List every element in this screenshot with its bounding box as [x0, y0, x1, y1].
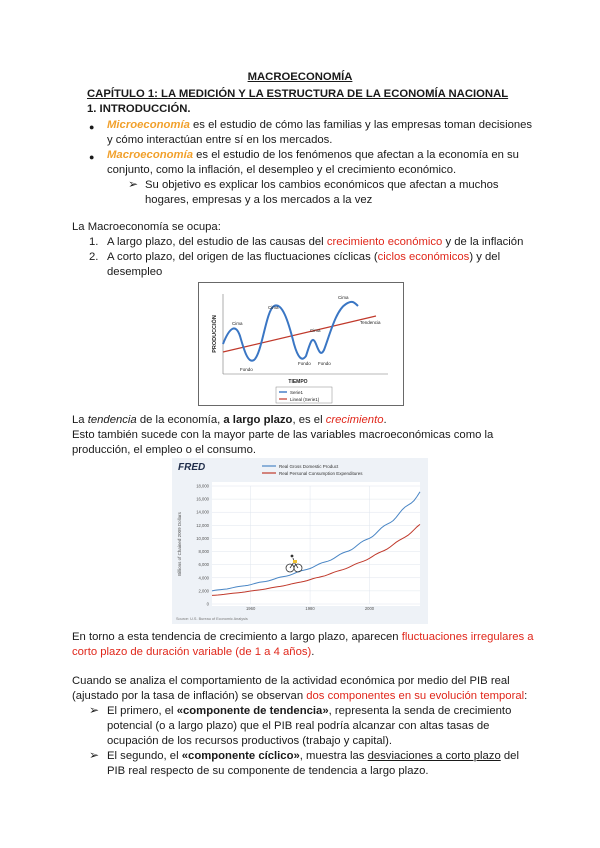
comp2-l1: El segundo, el «componente cíclico», muestra las desviaciones a corto plazo del	[107, 750, 519, 762]
y-tick-label: 18,000	[196, 483, 209, 489]
comp1-l3: ocupación de los recursos productivos (trabajo y capital).	[107, 735, 393, 747]
legend-gdp: Real Gross Domestic Product	[279, 464, 339, 469]
label-tendencia: Tendencia	[360, 320, 381, 325]
business-cycle-figure	[198, 282, 404, 406]
bullet-macro	[107, 147, 519, 163]
fred-source: Source: U.S. Bureau of Economic Analysis	[176, 617, 248, 621]
x-tick-label: 2000	[364, 606, 375, 611]
legend-pce: Real Personal Consumption Expenditures	[279, 471, 363, 476]
ocupa-item-1: A largo plazo, del estudio de las causas del crecimiento económico y de la inflación	[107, 236, 524, 248]
term-micro: Microeconomía	[107, 119, 190, 131]
y-axis-label: PRODUCCIÓN	[212, 315, 218, 353]
bullet-macro-l2: conjunto, como la inflación, el desempleo y el crecimiento económico.	[107, 164, 457, 176]
label-cima-3: Cima	[310, 328, 321, 333]
bullet-micro-text: es el estudio de cómo las familias y las empresas toman decisiones	[189, 119, 533, 131]
y-tick-label: 16,000	[196, 496, 209, 502]
comp2-l2: PIB real respecto de su componente de tendencia a largo plazo.	[107, 765, 429, 777]
x-tick-label: 1980	[305, 606, 315, 611]
bullet-dot: ●	[89, 122, 95, 132]
doc-title: MACROECONOMÍA	[247, 71, 353, 83]
arrow-bullet-icon: ➢	[89, 748, 100, 762]
section-heading: 1. INTRODUCCIÓN.	[87, 103, 191, 115]
y-tick-label: 12,000	[196, 522, 209, 528]
comp1-l2: potencial (o a largo plazo) que el PIB real podría alcanzar con altas tasas de	[107, 720, 490, 732]
bullet-macro-text: es el estudio de los fenómenos que afectan a la economía en su	[193, 149, 519, 161]
cuando-l1: Cuando se analiza el comportamiento de la actividad económica por medio del PIB real	[72, 675, 510, 687]
ocupa-item-2-l2: desempleo	[107, 266, 163, 278]
entorno-l2: corto plazo de duración variable (de 1 a 4 años).	[72, 646, 315, 658]
label-cima-1: Cima	[232, 321, 243, 326]
legend-lineal: Lineal (Serie1)	[290, 397, 320, 402]
sub-bullet-l2: hogares, empresas y a los mercados a la vez	[145, 194, 373, 206]
entorno-l1: En torno a esta tendencia de crecimiento a largo plazo, aparecen fluctuaciones irregulares a	[72, 631, 534, 643]
y-tick-label: 0	[206, 601, 209, 607]
chapter-heading: CAPÍTULO 1: LA MEDICIÓN Y LA ESTRUCTURA DE LA ECONOMÍA NACIONAL	[87, 88, 509, 100]
y-tick-label: 14,000	[196, 509, 209, 515]
y-tick-label: 8,000	[198, 549, 209, 555]
cuando-l2: (ajustado por la tasa de inflación) se observan dos componentes en su evolución temporal:	[72, 690, 528, 702]
ocupa-num-1: 1.	[89, 236, 99, 248]
fred-ylabel: Billions of Chained 2009 Dollars	[177, 512, 182, 576]
x-tick-label: 1960	[245, 606, 256, 611]
label-fondo-3: Fondo	[318, 361, 331, 366]
label-cima-2: Cima	[268, 305, 279, 310]
plot-area	[212, 482, 420, 606]
legend-serie1: Serie1	[290, 390, 304, 395]
fred-chart	[172, 458, 428, 624]
label-fondo-1: Fondo	[240, 367, 253, 372]
term-macro: Macroeconomía	[107, 149, 194, 161]
sub-bullet-l1: Su objetivo es explicar los cambios económicos que afectan a muchos	[145, 179, 499, 191]
comp1-l1: El primero, el «componente de tendencia», representa la senda de crecimiento	[107, 705, 512, 717]
tambien-l1: Esto también sucede con la mayor parte de las variables macroeconómicas como la	[72, 429, 494, 441]
x-axis-label: TIEMPO	[288, 379, 308, 385]
fred-logo: FRED	[178, 462, 206, 473]
y-tick-label: 6,000	[198, 562, 209, 568]
bullet-dot: ●	[89, 152, 95, 162]
y-tick-label: 2,000	[198, 588, 209, 594]
ocupa-item-2: A corto plazo, del origen de las fluctuaciones cíclicas (ciclos económicos) y del	[107, 251, 501, 263]
arrow-bullet-icon: ➢	[128, 177, 139, 191]
ocupa-intro: La Macroeconomía se ocupa:	[72, 221, 221, 233]
arrow-bullet-icon: ➢	[89, 703, 100, 717]
label-fondo-2: Fondo	[298, 361, 311, 366]
y-tick-label: 10,000	[196, 535, 209, 541]
tendencia-line: La tendencia de la economía, a largo plazo, es el crecimiento.	[72, 414, 387, 426]
bullet-micro	[107, 117, 532, 133]
bullet-micro-l2: y cómo interactúan entre sí en los mercados.	[107, 134, 333, 146]
y-tick-label: 4,000	[198, 575, 209, 581]
label-cima-4: Cima	[338, 295, 349, 300]
ocupa-num-2: 2.	[89, 251, 99, 263]
tambien-l2: producción, el empleo o el consumo.	[72, 444, 256, 456]
